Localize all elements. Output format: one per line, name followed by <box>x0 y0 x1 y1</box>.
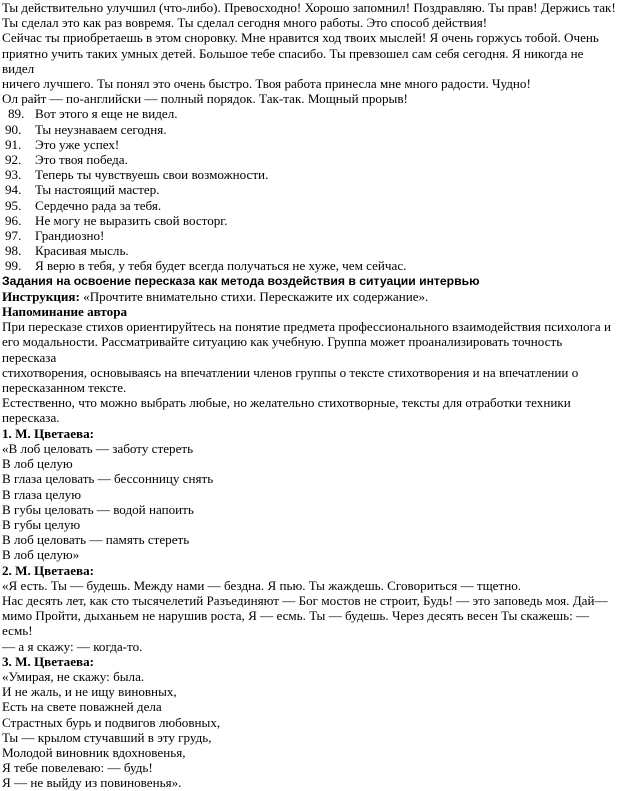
instruction-text: «Прочтите внимательно стихи. Перескажите их содержание». <box>79 288 429 304</box>
author-note-heading: Напоминание автора <box>2 304 128 320</box>
poem-line: «Умирая, не скажу: была. <box>2 668 145 684</box>
list-number: 99. <box>5 258 22 274</box>
poem-line: И не жаль, и не ищу виновных, <box>2 684 177 700</box>
list-text: Красивая мысль. <box>35 243 129 259</box>
list-number: 92. <box>5 152 22 168</box>
poem <box>2 426 618 563</box>
list-item <box>2 258 618 273</box>
poem-line: В глаза целовать — бессонницу снять <box>2 471 214 487</box>
author-note-paragraph <box>2 395 618 425</box>
list-text: Это твоя победа. <box>35 152 128 168</box>
poem-line: В лоб целую <box>2 456 73 472</box>
list-number: 95. <box>5 197 22 213</box>
instruction <box>2 289 618 304</box>
list-number: 89. <box>8 106 25 122</box>
list-number: 93. <box>5 167 22 183</box>
poem-line: Есть на свете поважней дела <box>2 699 162 715</box>
list-item <box>2 137 618 152</box>
poem-line: Молодой виновник вдохновенья, <box>2 744 186 760</box>
list-text: Это уже успех! <box>35 136 120 152</box>
section-heading: Задания на освоение пересказа как метода воздействия в ситуации интервью <box>2 273 480 288</box>
text-line: пересказа. <box>2 410 60 426</box>
poem-title: 3. М. Цветаева: <box>2 653 94 669</box>
list-text: Не могу не выразить свой восторг. <box>35 212 228 228</box>
text-line: При пересказе стихов ориентируйтесь на понятие предмета профессионального взаимодействия психолога и <box>2 319 612 335</box>
poem-title: 1. М. Цветаева: <box>2 425 94 441</box>
list-item <box>2 198 618 213</box>
list-number: 97. <box>5 228 22 244</box>
text-line: Естественно, что можно выбрать любые, но желательно стихотворные, тексты для отработки техники <box>2 395 571 411</box>
text-line: приятно учить таких умных детей. Большое тебе спасибо. Ты превзошел сам себя сегодня. Я никогда не видел <box>2 45 584 76</box>
text-line: его модальности. Рассматривайте ситуацию как учебную. Группа может проанализировать точность пересказа <box>2 334 563 365</box>
list-number: 91. <box>5 136 22 152</box>
list-text: Ты настоящий мастер. <box>35 182 160 198</box>
text-line: пересказанном тексте. <box>2 380 127 396</box>
list-text: Ты неузнаваем сегодня. <box>35 121 167 137</box>
poem-line: В лоб целую» <box>2 547 80 563</box>
poem-line: — а я скажу: — когда-то. <box>2 638 143 654</box>
text-line: ничего лучшего. Ты понял это очень быстро. Твоя работа принесла мне много радости. Чудно! <box>2 76 531 92</box>
poem-line: мимо Пройти, дыханьем не нарушив роста, Я — есмь. Ты — будешь. Через десять весен Ты скажешь: — есмь! <box>2 608 590 639</box>
list-text: Теперь ты чувствуешь свои возможности. <box>35 167 269 183</box>
list-number: 96. <box>5 212 22 228</box>
list-item <box>2 152 618 167</box>
poem-line: Нас десять лет, как сто тысячелетий Разъединяют — Бог мостов не строит, Будь! — это заповедь моя. Дай— <box>2 592 608 608</box>
text-line: стихотворения, основываясь на впечатлении членов группы о тексте стихотворения и на впечатлении о <box>2 364 579 380</box>
poem-line: Страстных бурь и подвигов любовных, <box>2 714 221 730</box>
list-item <box>2 228 618 243</box>
poem <box>2 563 618 654</box>
list-item <box>2 243 618 258</box>
poem-line: Я — не выйду из повиновенья». <box>2 775 182 791</box>
intro-paragraph <box>2 0 618 106</box>
text-line: Сейчас ты приобретаешь в этом сноровку. Мне нравится ход твоих мыслей! Я очень горжусь тобой. Очень <box>2 30 599 46</box>
poem <box>2 654 618 791</box>
list-text: Сердечно рада за тебя. <box>35 197 162 213</box>
list-text: Вот этого я еще не видел. <box>35 106 178 122</box>
poem-line: В глаза целую <box>2 486 81 502</box>
instruction-label: Инструкция: <box>2 288 80 304</box>
poem-line: Я тебе повелеваю: — будь! <box>2 760 153 776</box>
text-line: Ты сделал это как раз вовремя. Ты сделал сегодня много работы. Это способ действия! <box>2 15 488 31</box>
list-number: 94. <box>5 182 22 198</box>
list-item <box>2 106 618 121</box>
text-line: Ты действительно улучшил (что-либо). Превосходно! Хорошо запомнил! Поздравляю. Ты прав! Держись так! <box>2 0 616 15</box>
list-item <box>2 182 618 197</box>
list-item <box>2 122 618 137</box>
list-item <box>2 213 618 228</box>
text-line: Ол райт — по-английски — полный порядок. Так-так. Мощный прорыв! <box>2 91 408 107</box>
list-text: Грандиозно! <box>35 228 105 244</box>
poem-line: Ты — крылом стучавший в эту грудь, <box>2 729 212 745</box>
poem-title: 2. М. Цветаева: <box>2 562 94 578</box>
poem-line: «Я есть. Ты — будешь. Между нами — бездна. Я пью. Ты жаждешь. Сговориться — тщетно. <box>2 577 522 593</box>
poem-line: В лоб целовать — память стереть <box>2 532 190 548</box>
poem-line: В губы целовать — водой напоить <box>2 501 194 517</box>
list-number: 98. <box>5 243 22 259</box>
poem-line: «В лоб целовать — заботу стереть <box>2 440 194 456</box>
author-note-paragraph <box>2 319 618 395</box>
poem-line: В губы целую <box>2 516 81 532</box>
list-number: 90. <box>5 121 22 137</box>
list-item <box>2 167 618 182</box>
numbered-list <box>2 106 618 273</box>
list-text: Я верю в тебя, у тебя будет всегда получаться не хуже, чем сейчас. <box>35 258 407 274</box>
